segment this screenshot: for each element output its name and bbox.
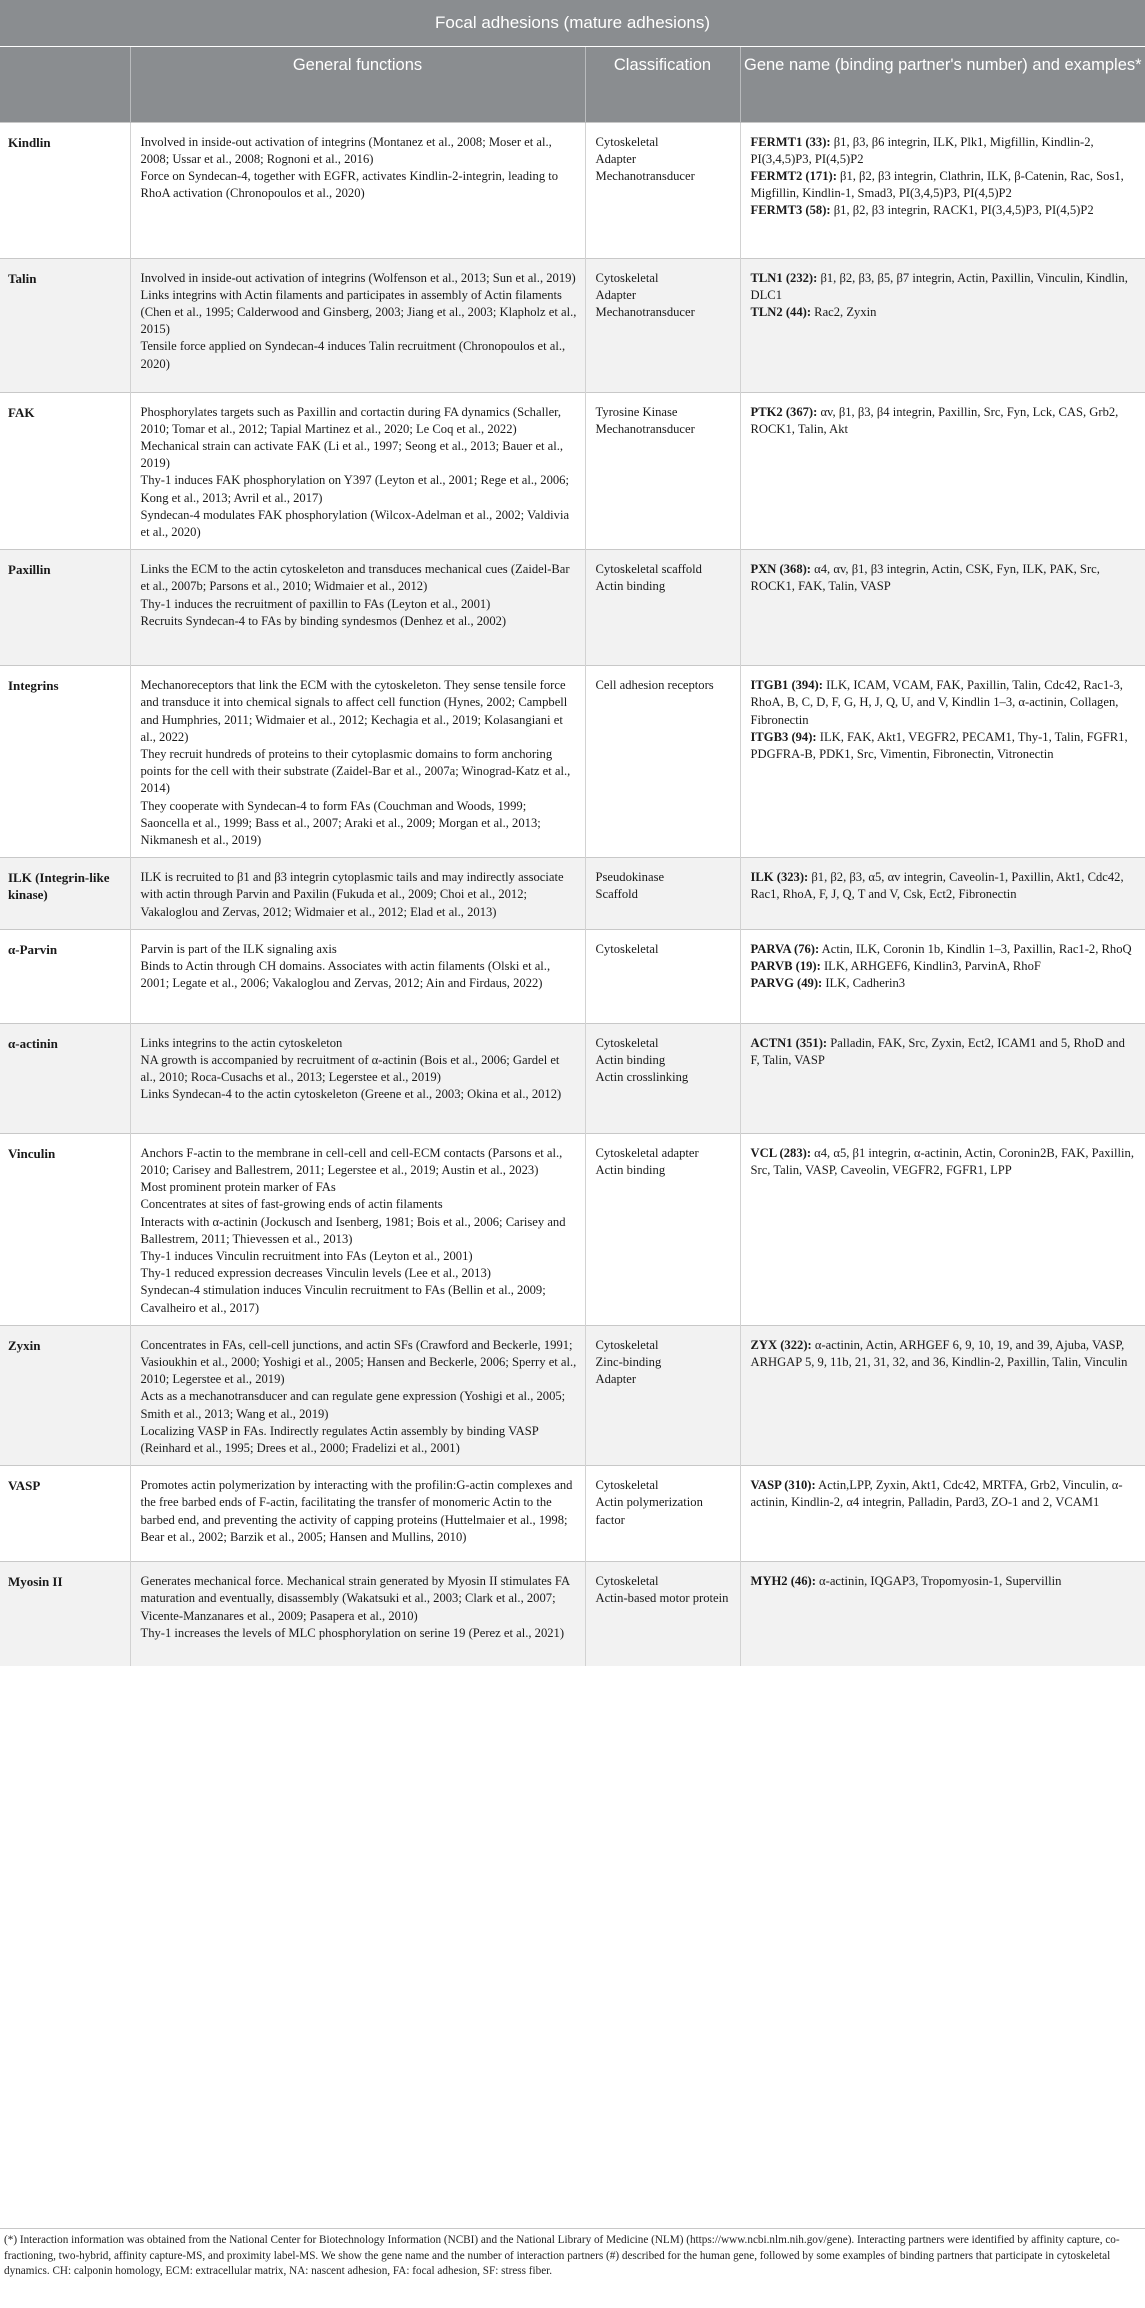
gene-symbol: PARVB (19): (750, 958, 821, 973)
function-paragraph: Thy-1 reduced expression decreases Vinculin levels (Lee et al., 2013) (140, 1266, 491, 1281)
header-gene-name: Gene name (binding partner's number) and examples* (740, 46, 1145, 122)
protein-name: Paxillin (0, 550, 130, 666)
classification-item: Cytoskeletal adapter (595, 1145, 699, 1160)
gene-cell (740, 392, 1145, 550)
table-row (0, 929, 1145, 1023)
protein-name: Zyxin (0, 1325, 130, 1465)
protein-name: Kindlin (0, 122, 130, 258)
gene-partners: β1, β2, β3 integrin, RACK1, PI(3,4,5)P3, PI(4,5)P2 (830, 203, 1094, 218)
classification-cell (585, 666, 740, 858)
table-row (0, 1023, 1145, 1133)
general-functions-cell (130, 392, 585, 550)
function-paragraph: Thy-1 induces FAK phosphorylation on Y397 (Leyton et al., 2001; Rege et al., 2006; Kong et al., 2013; Avril et al., 2017) (140, 473, 569, 505)
gene-symbol: TLN1 (232): (750, 270, 818, 285)
gene-symbol: MYH2 (46): (750, 1574, 816, 1589)
gene-symbol: ILK (323): (750, 870, 809, 885)
gene-entry (751, 270, 1138, 304)
gene-cell (740, 258, 1145, 392)
protein-name: Talin (0, 258, 130, 392)
function-paragraph: NA growth is accompanied by recruitment of α-actinin (Bois et al., 2006; Gardel et al., 2010; Roca-Cusachs et al., 2013; Legerstee et al., 2019) (140, 1052, 560, 1085)
gene-entry (751, 202, 1138, 219)
general-functions-cell (130, 1466, 585, 1562)
table-header-row (0, 46, 1145, 122)
function-paragraph: Links integrins with Actin filaments and participates in assembly of Actin filaments (Chen et al., 1995; Calderwood and Ginsberg, 2003; Jiang et al., 2003; Klapholz et al., 2015) (140, 287, 577, 337)
header-general-functions: General functions (130, 46, 585, 122)
gene-cell (740, 1023, 1145, 1133)
function-paragraph: Recruits Syndecan-4 to FAs by binding syndesmos (Denhez et al., 2002) (140, 613, 507, 628)
general-functions-cell (130, 1562, 585, 1666)
gene-cell (740, 122, 1145, 258)
gene-partners: Palladin, FAK, Src, Zyxin, Ect2, ICAM1 and 5, RhoD and F, Talin, VASP (750, 1035, 1125, 1067)
protein-name: Integrins (0, 666, 130, 858)
protein-name: ILK (Integrin-like kinase) (0, 858, 130, 930)
gene-partners: ILK, ARHGEF6, Kindlin3, ParvinA, RhoF (820, 958, 1041, 973)
gene-cell (740, 550, 1145, 666)
gene-cell (740, 1325, 1145, 1465)
table-title-row (0, 0, 1145, 46)
classification-item: Mechanotransducer (595, 304, 695, 319)
gene-cell (740, 929, 1145, 1023)
table-footnote (0, 2228, 1145, 2284)
gene-partners: ILK, ICAM, VCAM, FAK, Paxillin, Talin, Cdc42, Rac1-3, RhoA, B, C, D, F, G, H, J, Q, U, and V, Kindlin 1–3, α-actinin, Collagen, Fibronectin (750, 678, 1123, 727)
function-paragraph: Anchors F-actin to the membrane in cell-cell and cell-ECM contacts (Parsons et al., 2010; Carisey and Ballestrem, 2011; Legerstee et al., 2019; Austin et al., 2023) (140, 1145, 563, 1177)
gene-entry (751, 1145, 1138, 1179)
gene-symbol: FERMT3 (58): (750, 203, 831, 218)
gene-partners: β1, β2, β3, β5, β7 integrin, Actin, Paxillin, Vinculin, Kindlin, DLC1 (750, 270, 1128, 302)
gene-cell (740, 858, 1145, 930)
gene-symbol: FERMT2 (171): (750, 168, 837, 183)
function-paragraph: Thy-1 increases the levels of MLC phosphorylation on serine 19 (Perez et al., 2021) (140, 1625, 565, 1640)
gene-symbol: ZYX (322): (750, 1337, 812, 1352)
function-paragraph: They cooperate with Syndecan-4 to form FAs (Couchman and Woods, 1999; Saoncella et al., 1999; Bass et al., 2007; Araki et al., 2009; Morgan et al., 2013; Nikmanesh et al., 2019) (140, 798, 541, 847)
classification-item: Cytoskeletal (595, 941, 659, 956)
function-paragraph: Concentrates in FAs, cell-cell junctions, and actin SFs (Crawford and Beckerle, 1991; Vasioukhin et al., 2000; Yoshigi et al., 2005; Hansen and Beckerle, 2006; Sperry et al., 2010; Legerstee et al., 2019) (140, 1337, 577, 1387)
table-row (0, 122, 1145, 258)
general-functions-cell (130, 666, 585, 858)
table-row (0, 550, 1145, 666)
gene-symbol: ACTN1 (351): (750, 1035, 828, 1050)
function-paragraph: Most prominent protein marker of FAs (140, 1180, 336, 1195)
function-paragraph: Localizing VASP in FAs. Indirectly regulates Actin assembly by binding VASP (Reinhard et al., 1995; Drees et al., 2000; Fradelizi et al., 2001) (140, 1423, 539, 1456)
protein-name: α-actinin (0, 1023, 130, 1133)
table-title: Focal adhesions (mature adhesions) (0, 0, 1145, 46)
gene-entry (751, 1035, 1138, 1069)
gene-symbol: TLN2 (44): (750, 304, 812, 319)
table-row (0, 1562, 1145, 1666)
function-paragraph: Mechanical strain can activate FAK (Li et al., 1997; Seong et al., 2013; Bauer et al., 2019) (140, 438, 564, 471)
gene-cell (740, 1562, 1145, 1666)
classification-item: Cell adhesion receptors (595, 678, 714, 693)
gene-entry (751, 561, 1138, 595)
classification-item: Cytoskeletal (595, 1035, 659, 1050)
classification-cell (585, 1133, 740, 1325)
function-paragraph: ILK is recruited to β1 and β3 integrin cytoplasmic tails and may indirectly associate with actin through Parvin and Paxilin (Fukuda et al., 2009; Choi et al., 2012; Vakaloglou and Zervas, 2012; Widmaier et al., 2012; Elad et al., 2013) (140, 870, 564, 919)
gene-partners: β1, β2, β3 integrin, Clathrin, ILK, β-Catenin, Rac, Sos1, Migfillin, Kindlin-1, Smad3, PI(3,4,5)P3, PI(4,5)P2 (750, 168, 1124, 201)
protein-name: Myosin II (0, 1562, 130, 1666)
function-paragraph: Involved in inside-out activation of integrins (Montanez et al., 2008; Moser et al., 2008; Ussar et al., 2008; Rognoni et al., 2016) (140, 134, 552, 166)
gene-partners: ILK, FAK, Akt1, VEGFR2, PECAM1, Thy-1, Talin, FGFR1, PDGFRA-B, PDK1, Src, Vimentin, Fibronectin, Vitronectin (750, 729, 1128, 761)
gene-entry (751, 975, 1138, 992)
function-paragraph: Promotes actin polymerization by interacting with the profilin:G-actin complexes and the free barbed ends of F-actin, facilitating the transfer of monomeric Actin to the barbed end, and preventing the activity of capping proteins (Huttelmaier et al., 1998; Bear et al., 2002; Barzik et al., 2005; Hansen and Mullins, 2010) (140, 1478, 573, 1544)
function-paragraph: Thy-1 induces the recruitment of paxillin to FAs (Leyton et al., 2001) (140, 596, 491, 611)
gene-entry (751, 134, 1138, 168)
gene-partners: β1, β3, β6 integrin, ILK, Plk1, Migfillin, Kindlin-2, PI(3,4,5)P3, PI(4,5)P2 (750, 134, 1094, 166)
gene-partners: α4, α5, β1 integrin, α-actinin, Actin, Coronin2B, FAK, Paxillin, Src, Talin, VASP, Caveolin, VEGFR2, FGFR1, LPP (750, 1145, 1134, 1177)
function-paragraph: Force on Syndecan-4, together with EGFR, activates Kindlin-2-integrin, leading to RhoA activation (Chronopoulos et al., 2020) (140, 168, 559, 201)
general-functions-cell (130, 858, 585, 930)
classification-cell (585, 392, 740, 550)
gene-partners: Actin, ILK, Coronin 1b, Kindlin 1–3, Paxillin, Rac1-2, RhoQ (819, 941, 1132, 956)
protein-name: α-Parvin (0, 929, 130, 1023)
gene-symbol: FERMT1 (33): (750, 134, 831, 149)
classification-item: Actin binding (595, 1052, 666, 1067)
protein-name: FAK (0, 392, 130, 550)
classification-item: Cytoskeletal (595, 270, 659, 285)
gene-partners: β1, β2, β3, α5, αv integrin, Caveolin-1, Paxillin, Akt1, Cdc42, Rac1, RhoA, F, J, Q, T and V, Csk, Ect2, Fibronectin (750, 870, 1124, 902)
gene-symbol: ITGB3 (94): (750, 729, 817, 744)
classification-cell (585, 258, 740, 392)
function-paragraph: Phosphorylates targets such as Paxillin and cortactin during FA dynamics (Schaller, 2010; Tomar et al., 2012; Tapial Martinez et al., 2020; Le Coq et al., 2022) (140, 404, 561, 436)
gene-symbol: PXN (368): (750, 562, 812, 577)
gene-entry (751, 677, 1138, 729)
table-row (0, 1133, 1145, 1325)
gene-symbol: PTK2 (367): (750, 404, 818, 419)
function-paragraph: Binds to Actin through CH domains. Associates with actin filaments (Olski et al., 2001; Legate et al., 2006; Vakaloglou and Zervas, 2012; Ain and Firdaus, 2022) (140, 958, 551, 991)
classification-item: Tyrosine Kinase (595, 404, 678, 419)
protein-name: VASP (0, 1466, 130, 1562)
classification-item: Scaffold (595, 887, 638, 902)
classification-cell (585, 1023, 740, 1133)
footnote-text: (*) Interaction information was obtained from the National Center for Biotechnology Information (NCBI) and the National Library of Medicine (NLM) (https://www.ncbi.nlm.nih.gov/gene). Interacting partners were identified by affinity capture, co-fractioning, two-hybrid, affinity capture-MS, and proximity label-MS. We show the gene name and the number of interaction partners (#) described for the human gene, followed by some examples of binding partners that participate in cytoskeletal dynamics. CH: calponin homology, ECM: extracellular matrix, NA: nascent adhesion, FA: focal adhesion, SF: stress fiber. (4, 2234, 1120, 2277)
classification-item: Pseudokinase (595, 870, 665, 885)
gene-cell (740, 666, 1145, 858)
table-row (0, 258, 1145, 392)
general-functions-cell (130, 122, 585, 258)
general-functions-cell (130, 1133, 585, 1325)
classification-cell (585, 550, 740, 666)
function-paragraph: Mechanoreceptors that link the ECM with the cytoskeleton. They sense tensile force and transduce it into chemical signals to affect cell function (Hynes, 2002; Campbell and Humphries, 2011; Widmaier et al., 2012; Kechagia et al., 2019; Kolasangiani et al., 2022) (140, 678, 568, 744)
function-paragraph: Links integrins to the actin cytoskeleton (140, 1035, 343, 1050)
gene-partners: α-actinin, Actin, ARHGEF 6, 9, 10, 19, and 39, Ajuba, VASP, ARHGAP 5, 9, 11b, 21, 31, 32, and 36, Kindlin-2, Paxillin, Talin, Vinculin (750, 1337, 1128, 1369)
table-row (0, 666, 1145, 858)
gene-entry (751, 1477, 1138, 1511)
function-paragraph: Concentrates at sites of fast-growing ends of actin filaments (140, 1197, 443, 1212)
classification-item: Adapter (595, 1372, 637, 1387)
general-functions-cell (130, 258, 585, 392)
gene-entry (751, 1573, 1138, 1590)
table-row (0, 392, 1145, 550)
classification-item: Adapter (595, 151, 637, 166)
classification-cell (585, 122, 740, 258)
classification-item: Actin polymerization factor (595, 1495, 703, 1527)
classification-cell (585, 929, 740, 1023)
gene-entry (751, 869, 1138, 903)
classification-item: Cytoskeletal (595, 1478, 659, 1493)
function-paragraph: Parvin is part of the ILK signaling axis (140, 941, 337, 956)
gene-partners: αv, β1, β3, β4 integrin, Paxillin, Src, Fyn, Lck, CAS, Grb2, ROCK1, Talin, Akt (750, 404, 1119, 436)
classification-item: Actin-based motor protein (595, 1591, 729, 1606)
classification-item: Zinc-binding (595, 1355, 662, 1369)
classification-item: Cytoskeletal (595, 1337, 659, 1352)
gene-symbol: VCL (283): (750, 1145, 812, 1160)
gene-entry (751, 304, 1138, 321)
gene-cell (740, 1466, 1145, 1562)
function-paragraph: Links the ECM to the actin cytoskeleton and transduces mechanical cues (Zaidel-Bar et al., 2007b; Parsons et al., 2010; Widmaier et al., 2012) (140, 562, 570, 594)
function-paragraph: Acts as a mechanotransducer and can regulate gene expression (Yoshigi et al., 2005; Smith et al., 2013; Wang et al., 2019) (140, 1389, 566, 1421)
general-functions-cell (130, 929, 585, 1023)
gene-symbol: PARVG (49): (750, 976, 823, 991)
classification-cell (585, 858, 740, 930)
table-body (0, 122, 1145, 1666)
header-classification: Classification (585, 46, 740, 122)
function-paragraph: Links Syndecan-4 to the actin cytoskeleton (Greene et al., 2003; Okina et al., 2012) (140, 1087, 562, 1102)
classification-item: Actin binding (595, 579, 666, 594)
general-functions-cell (130, 550, 585, 666)
table-row (0, 858, 1145, 930)
classification-item: Actin crosslinking (595, 1070, 689, 1085)
classification-cell (585, 1325, 740, 1465)
table-row (0, 1325, 1145, 1465)
gene-entry (751, 958, 1138, 975)
classification-item: Mechanotransducer (595, 168, 695, 183)
gene-symbol: PARVA (76): (750, 941, 820, 956)
function-paragraph: Generates mechanical force. Mechanical strain generated by Myosin II stimulates FA maturation and eventually, disassembly (Wakatsuki et al., 2003; Clark et al., 2007; Vicente-Manzanares et al., 2009; Pasapera et al., 2010) (140, 1574, 570, 1623)
gene-cell (740, 1133, 1145, 1325)
gene-entry (751, 1337, 1138, 1371)
gene-entry (751, 168, 1138, 202)
function-paragraph: Involved in inside-out activation of integrins (Wolfenson et al., 2013; Sun et al., 2019) (140, 270, 576, 285)
classification-item: Cytoskeletal scaffold (595, 562, 702, 577)
function-paragraph: Syndecan-4 stimulation induces Vinculin recruitment to FAs (Bellin et al., 2009; Cavalheiro et al., 2017) (140, 1283, 546, 1315)
gene-symbol: VASP (310): (750, 1478, 816, 1493)
gene-partners: Rac2, Zyxin (811, 304, 877, 319)
gene-partners: α-actinin, IQGAP3, Tropomyosin-1, Supervillin (815, 1574, 1062, 1589)
gene-symbol: ITGB1 (394): (750, 678, 823, 693)
general-functions-cell (130, 1023, 585, 1133)
gene-partners: Actin,LPP, Zyxin, Akt1, Cdc42, MRTFA, Grb2, Vinculin, α-actinin, Kindlin-2, α4 integrin, Palladin, Pard3, ZO-1 and 2, VCAM1 (750, 1478, 1123, 1510)
classification-cell (585, 1562, 740, 1666)
gene-entry (751, 729, 1138, 763)
function-paragraph: Interacts with α-actinin (Jockusch and Isenberg, 1981; Bois et al., 2006; Carisey and Ballestrem, 2011; Thievessen et al., 2013) (140, 1214, 566, 1246)
function-paragraph: Tensile force applied on Syndecan-4 induces Talin recruitment (Chronopoulos et al., 2020) (140, 339, 566, 371)
function-paragraph: Thy-1 induces Vinculin recruitment into FAs (Leyton et al., 2001) (140, 1248, 473, 1263)
classification-item: Adapter (595, 287, 637, 302)
header-protein (0, 46, 130, 122)
gene-partners: α4, αv, β1, β3 integrin, Actin, CSK, Fyn, ILK, PAK, Src, ROCK1, FAK, Talin, VASP (750, 562, 1100, 594)
protein-name: Vinculin (0, 1133, 130, 1325)
function-paragraph: They recruit hundreds of proteins to their cytoplasmic domains to form anchoring points for the cell with their substrate (Zaidel-Bar et al., 2007a; Winograd-Katz et al., 2014) (140, 746, 571, 796)
classification-item: Mechanotransducer (595, 421, 695, 436)
classification-item: Cytoskeletal (595, 1574, 659, 1589)
general-functions-cell (130, 1325, 585, 1465)
gene-entry (751, 941, 1138, 958)
classification-cell (585, 1466, 740, 1562)
gene-partners: ILK, Cadherin3 (822, 976, 906, 991)
classification-item: Cytoskeletal (595, 134, 659, 149)
function-paragraph: Syndecan-4 modulates FAK phosphorylation (Wilcox-Adelman et al., 2002; Valdivia et al., 2020) (140, 507, 570, 539)
table-row (0, 1466, 1145, 1562)
classification-item: Actin binding (595, 1162, 666, 1177)
gene-entry (751, 404, 1138, 438)
